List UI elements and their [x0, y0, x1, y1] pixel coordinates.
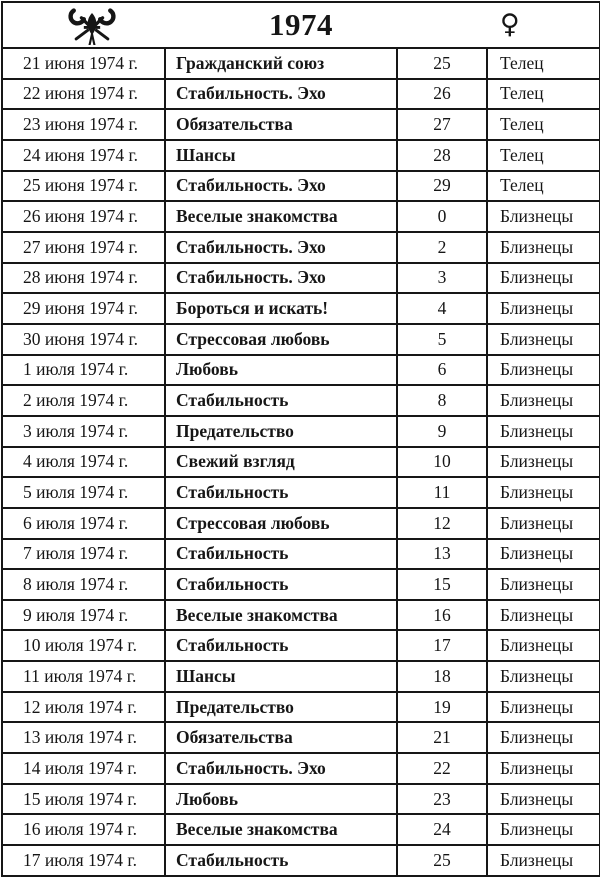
date-cell: 29 июня 1974 г.	[2, 293, 165, 324]
date-cell: 16 июля 1974 г.	[2, 814, 165, 845]
date-cell: 22 июня 1974 г.	[2, 79, 165, 110]
event-cell: Любовь	[165, 355, 397, 386]
table-row	[2, 569, 600, 600]
value-cell: 23	[397, 784, 487, 815]
sign-cell: Телец	[487, 140, 600, 171]
value-cell: 13	[397, 539, 487, 570]
sign-cell: Телец	[487, 79, 600, 110]
date-cell: 17 июля 1974 г.	[2, 845, 165, 876]
table-row	[2, 692, 600, 723]
sign-cell: Близнецы	[487, 232, 600, 263]
value-cell: 22	[397, 753, 487, 784]
value-cell: 17	[397, 630, 487, 661]
table-row	[2, 416, 600, 447]
sign-cell: Близнецы	[487, 293, 600, 324]
table-row	[2, 447, 600, 478]
value-cell: 12	[397, 508, 487, 539]
date-cell: 12 июля 1974 г.	[2, 692, 165, 723]
sign-cell: Близнецы	[487, 539, 600, 570]
value-cell: 3	[397, 263, 487, 294]
sign-cell: Близнецы	[487, 569, 600, 600]
sign-cell: Близнецы	[487, 447, 600, 478]
table-row	[2, 722, 600, 753]
table-row	[2, 201, 600, 232]
table-row	[2, 661, 600, 692]
event-cell: Веселые знакомства	[165, 814, 397, 845]
value-cell: 8	[397, 385, 487, 416]
sign-cell: Близнецы	[487, 324, 600, 355]
table-header-row	[2, 2, 600, 48]
date-cell: 14 июля 1974 г.	[2, 753, 165, 784]
table-row	[2, 385, 600, 416]
event-cell: Стабильность. Эхо	[165, 171, 397, 202]
value-cell: 26	[397, 79, 487, 110]
date-cell: 28 июня 1974 г.	[2, 263, 165, 294]
event-cell: Стабильность	[165, 477, 397, 508]
table-row	[2, 324, 600, 355]
table-row	[2, 814, 600, 845]
sign-cell: Телец	[487, 109, 600, 140]
calendar-table	[1, 1, 600, 877]
value-cell: 18	[397, 661, 487, 692]
event-cell: Стабильность	[165, 845, 397, 876]
value-cell: 21	[397, 722, 487, 753]
date-cell: 23 июня 1974 г.	[2, 109, 165, 140]
value-cell: 6	[397, 355, 487, 386]
date-cell: 21 июня 1974 г.	[2, 48, 165, 79]
value-cell: 25	[397, 845, 487, 876]
event-cell: Любовь	[165, 784, 397, 815]
date-cell: 8 июля 1974 г.	[2, 569, 165, 600]
table-row	[2, 293, 600, 324]
table-row	[2, 171, 600, 202]
value-cell: 10	[397, 447, 487, 478]
event-cell: Стрессовая любовь	[165, 324, 397, 355]
sign-cell: Близнецы	[487, 722, 600, 753]
calendar-table-body	[2, 48, 600, 876]
date-cell: 5 июля 1974 г.	[2, 477, 165, 508]
event-cell: Шансы	[165, 661, 397, 692]
date-cell: 30 июня 1974 г.	[2, 324, 165, 355]
event-cell: Стабильность	[165, 630, 397, 661]
value-cell: 2	[397, 232, 487, 263]
event-cell: Бороться и искать!	[165, 293, 397, 324]
sign-cell: Близнецы	[487, 784, 600, 815]
table-row	[2, 232, 600, 263]
event-cell: Гражданский союз	[165, 48, 397, 79]
sign-cell: Близнецы	[487, 201, 600, 232]
sign-cell: Близнецы	[487, 416, 600, 447]
sign-cell: Близнецы	[487, 385, 600, 416]
date-cell: 2 июля 1974 г.	[2, 385, 165, 416]
venus-icon: ♀	[500, 8, 520, 40]
table-row	[2, 539, 600, 570]
event-cell: Шансы	[165, 140, 397, 171]
sign-cell: Близнецы	[487, 263, 600, 294]
sign-cell: Телец	[487, 171, 600, 202]
date-cell: 9 июля 1974 г.	[2, 600, 165, 631]
page-title-year: 1974	[269, 7, 333, 42]
event-cell: Стабильность. Эхо	[165, 263, 397, 294]
table-row	[2, 79, 600, 110]
sign-cell: Телец	[487, 48, 600, 79]
date-cell: 4 июля 1974 г.	[2, 447, 165, 478]
value-cell: 5	[397, 324, 487, 355]
table-row	[2, 140, 600, 171]
table-row	[2, 630, 600, 661]
sign-cell: Близнецы	[487, 508, 600, 539]
value-cell: 28	[397, 140, 487, 171]
value-cell: 24	[397, 814, 487, 845]
event-cell: Обязательства	[165, 109, 397, 140]
table-row	[2, 784, 600, 815]
event-cell: Предательство	[165, 692, 397, 723]
sign-cell: Близнецы	[487, 814, 600, 845]
table-row	[2, 600, 600, 631]
value-cell: 9	[397, 416, 487, 447]
date-cell: 10 июля 1974 г.	[2, 630, 165, 661]
date-cell: 26 июня 1974 г.	[2, 201, 165, 232]
sign-cell: Близнецы	[487, 661, 600, 692]
value-cell: 0	[397, 201, 487, 232]
event-cell: Стабильность. Эхо	[165, 232, 397, 263]
sign-cell: Близнецы	[487, 845, 600, 876]
event-cell: Веселые знакомства	[165, 201, 397, 232]
value-cell: 4	[397, 293, 487, 324]
date-cell: 24 июня 1974 г.	[2, 140, 165, 171]
event-cell: Свежий взгляд	[165, 447, 397, 478]
table-row	[2, 477, 600, 508]
value-cell: 15	[397, 569, 487, 600]
table-header-cell	[2, 2, 600, 48]
date-cell: 6 июля 1974 г.	[2, 508, 165, 539]
event-cell: Обязательства	[165, 722, 397, 753]
table-row	[2, 263, 600, 294]
sign-cell: Близнецы	[487, 630, 600, 661]
table-row	[2, 109, 600, 140]
event-cell: Стрессовая любовь	[165, 508, 397, 539]
table-row	[2, 508, 600, 539]
sign-cell: Близнецы	[487, 692, 600, 723]
value-cell: 25	[397, 48, 487, 79]
date-cell: 1 июля 1974 г.	[2, 355, 165, 386]
date-cell: 11 июля 1974 г.	[2, 661, 165, 692]
sign-cell: Близнецы	[487, 753, 600, 784]
value-cell: 29	[397, 171, 487, 202]
date-cell: 13 июля 1974 г.	[2, 722, 165, 753]
event-cell: Стабильность	[165, 569, 397, 600]
value-cell: 27	[397, 109, 487, 140]
date-cell: 7 июля 1974 г.	[2, 539, 165, 570]
sign-cell: Близнецы	[487, 355, 600, 386]
value-cell: 16	[397, 600, 487, 631]
table-row	[2, 753, 600, 784]
table-row	[2, 845, 600, 876]
event-cell: Стабильность	[165, 385, 397, 416]
sign-cell: Близнецы	[487, 477, 600, 508]
table-row	[2, 48, 600, 79]
table-row	[2, 355, 600, 386]
value-cell: 11	[397, 477, 487, 508]
header-content	[3, 3, 599, 47]
date-cell: 27 июня 1974 г.	[2, 232, 165, 263]
sign-cell: Близнецы	[487, 600, 600, 631]
date-cell: 15 июля 1974 г.	[2, 784, 165, 815]
event-cell: Веселые знакомства	[165, 600, 397, 631]
date-cell: 3 июля 1974 г.	[2, 416, 165, 447]
event-cell: Предательство	[165, 416, 397, 447]
value-cell: 19	[397, 692, 487, 723]
date-cell: 25 июня 1974 г.	[2, 171, 165, 202]
event-cell: Стабильность	[165, 539, 397, 570]
event-cell: Стабильность. Эхо	[165, 79, 397, 110]
event-cell: Стабильность. Эхо	[165, 753, 397, 784]
